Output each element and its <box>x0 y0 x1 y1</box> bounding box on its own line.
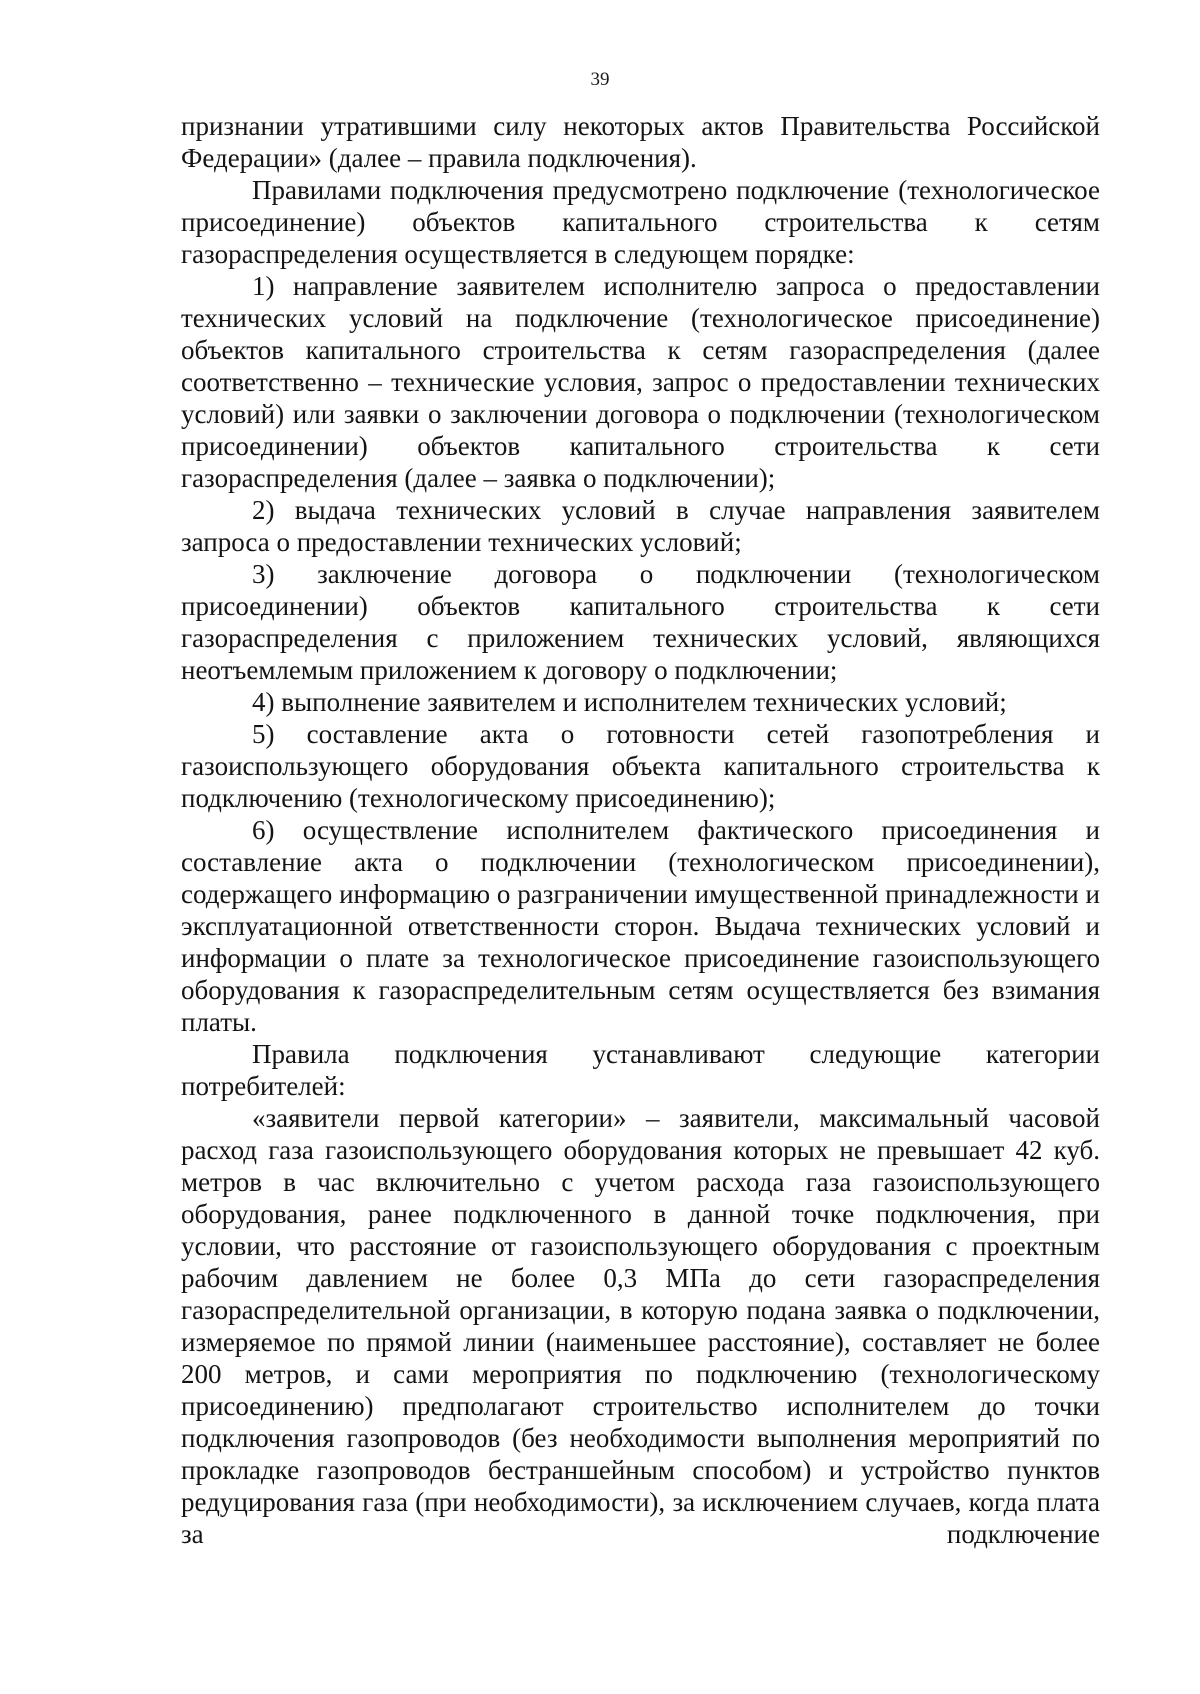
paragraph-step-3: 3) заключение договора о подключении (технологическом присоединении) объектов капитального строительства к сети газораспределения с приложением технических условий, являющихся неотъемлемым приложением к договору о подключении; <box>181 559 1100 685</box>
paragraph-continuation: признании утратившими силу некоторых актов Правительства Российской Федерации» (далее – правила подключения). <box>181 111 1100 173</box>
paragraph-first-category: «заявители первой категории» – заявители, максимальный часовой расход газа газоиспользующего оборудования которых не превышает 42 куб. метров в час включительно с учетом расхода газа газоиспользующего оборудования, ранее подключенного в данной точке подключения, при условии, что расстояние от газоиспользующего оборудования с проектным рабочим давлением не более 0,3 МПа до сети газораспределения газораспределительной организации, в которую подана заявка о подключении, измеряемое по прямой линии (наименьшее расстояние), составляет не более 200 метров, и сами мероприятия по подключению (технологическому присоединению) предполагают строительство исполнителем до точки подключения газопроводов (без необходимости выполнения мероприятий по прокладке газопроводов бестраншейным способом) и устройство пунктов редуцирования газа (при необходимости), за исключением случаев, когда плата за подключение <box>181 1103 1100 1549</box>
paragraph-categories-intro: Правила подключения устанавливают следующие категории потребителей: <box>181 1039 1100 1101</box>
paragraph-step-6: 6) осуществление исполнителем фактического присоединения и составление акта о подключении (технологическом присоединении), содержащего информацию о разграничении имущественной принадлежности и эксплуатационной ответственности сторон. Выдача технических условий и информации о плате за технологическое присоединение газоиспользующего оборудования к газораспределительным сетям осуществляется без взимания платы. <box>181 815 1100 1037</box>
paragraph-step-5: 5) составление акта о готовности сетей газопотребления и газоиспользующего оборудования объекта капитального строительства к подключению (технологическому присоединению); <box>181 719 1100 813</box>
paragraph-rules-intro: Правилами подключения предусмотрено подключение (технологическое присоединение) объектов капитального строительства к сетям газораспределения осуществляется в следующем порядке: <box>181 175 1100 269</box>
page-number: 39 <box>590 69 610 90</box>
paragraph-step-1: 1) направление заявителем исполнителю запроса о предоставлении технических условий на подключение (технологическое присоединение) объектов капитального строительства к сетям газораспределения (далее соответственно – технические условия, запрос о предоставлении технических условий) или заявки о заключении договора о подключении (технологическом присоединении) объектов капитального строительства к сети газораспределения (далее – заявка о подключении); <box>181 271 1100 493</box>
paragraph-step-4: 4) выполнение заявителем и исполнителем технических условий; <box>252 687 1007 717</box>
document-body <box>181 110 1100 1550</box>
paragraph-step-2: 2) выдача технических условий в случае направления заявителем запроса о предоставлении технических условий; <box>181 495 1100 557</box>
